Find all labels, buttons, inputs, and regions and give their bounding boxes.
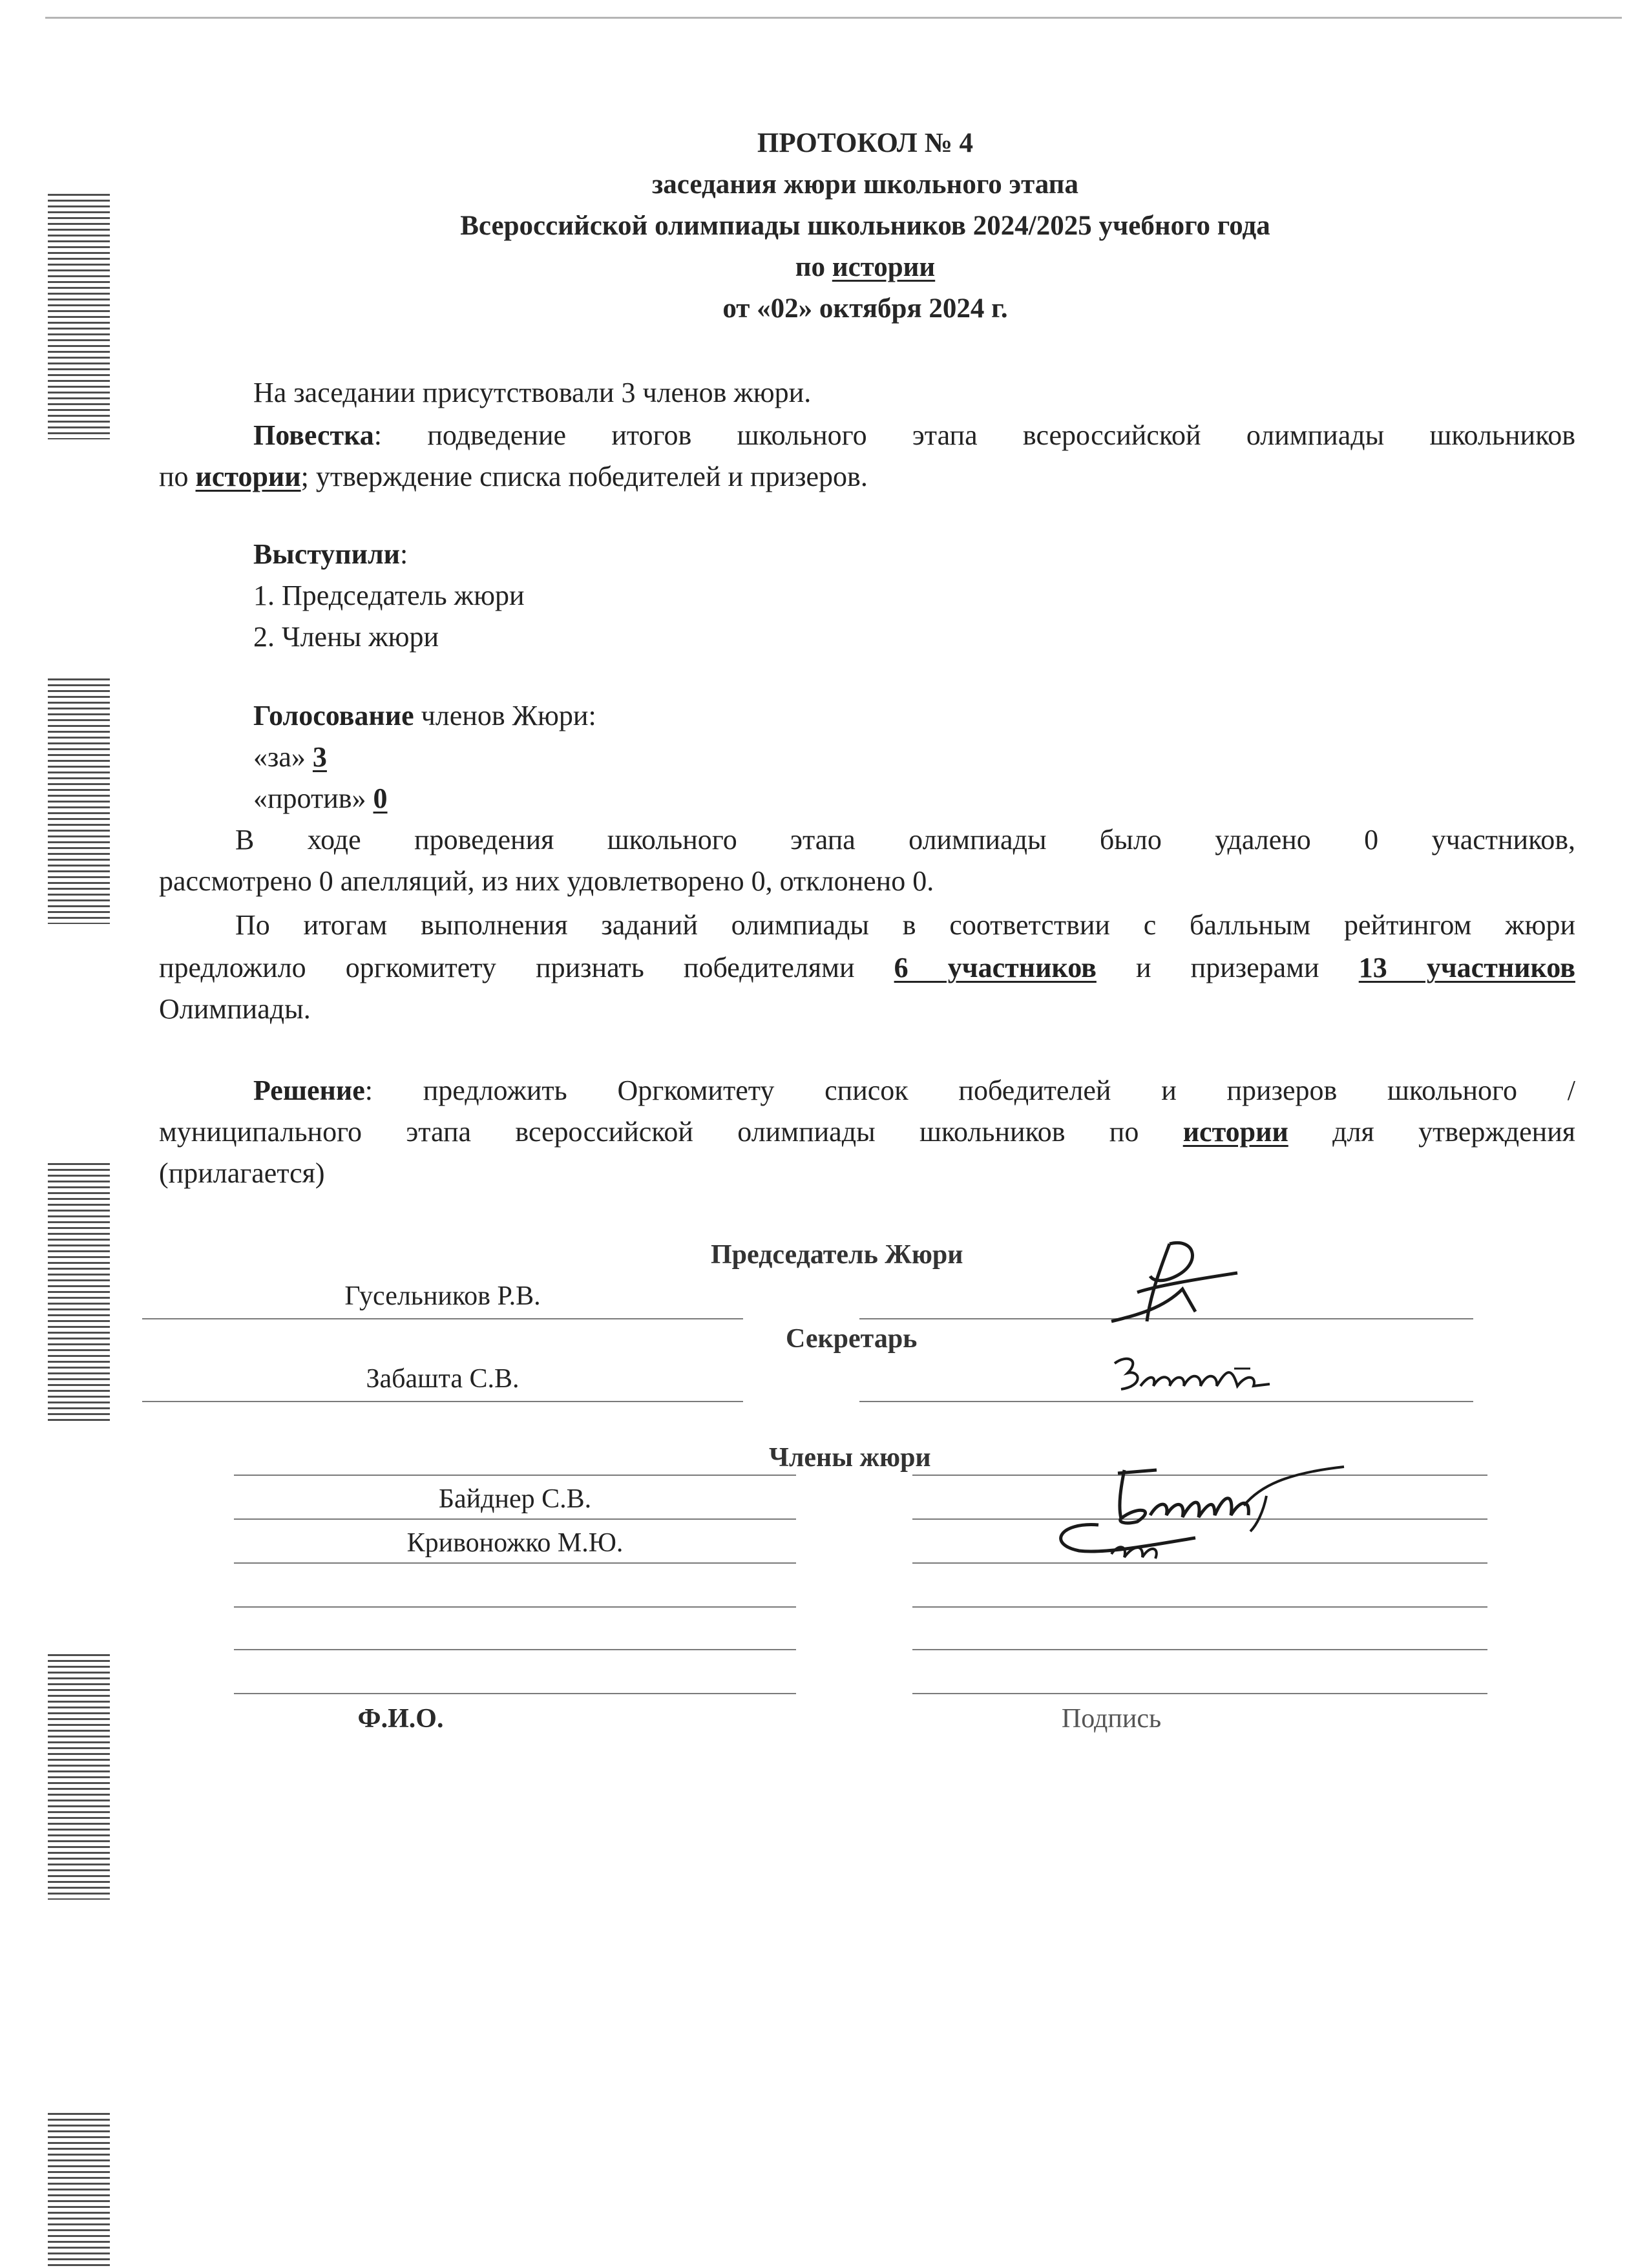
vote-against-line [253, 778, 388, 819]
members-name-line [234, 1649, 796, 1650]
members-name-line [234, 1693, 796, 1694]
secretary-signature [1111, 1350, 1279, 1402]
vote-for-count: 3 [312, 741, 327, 773]
chair-heading: Председатель Жюри [711, 1240, 963, 1270]
vote-against-label: «против» [253, 782, 373, 814]
results-text-b: и призерами [1096, 952, 1359, 983]
member-name: Кривоножко М.Ю. [406, 1528, 624, 1558]
header-subject: истории [832, 252, 936, 282]
results-line-2 [159, 947, 1575, 989]
chair-name-line [142, 1318, 743, 1319]
decision-line-3: (прилагается) [159, 1157, 325, 1189]
header-line-4 [0, 247, 1649, 288]
scan-edge-mark [48, 1163, 110, 1422]
members-signature-line [912, 1693, 1487, 1694]
header-subject-prefix: по [795, 252, 832, 282]
decision-text-a: муниципального этапа всероссийской олимпиады школьников по [159, 1116, 1183, 1148]
scan-edge-mark [48, 1654, 110, 1900]
prizewinners-count: 13 участников [1358, 952, 1575, 983]
vote-rest: членов Жюри: [414, 700, 596, 731]
results-line-3: Олимпиады. [159, 993, 311, 1025]
members-name-line [234, 1606, 796, 1608]
member-2-signature [1040, 1518, 1208, 1570]
speaker-item: 2. Члены жюри [253, 621, 439, 653]
agenda-line-1 [253, 415, 1575, 456]
results-text-a: предложило оргкомитету признать победителями [159, 952, 894, 983]
header-line-2: заседания жюри школьного этапа [652, 169, 1078, 200]
footer-signature-label: Подпись [1061, 1704, 1162, 1734]
protocol-date: от «02» октября 2024 г. [722, 293, 1008, 324]
header-line-3: Всероссийской олимпиады школьников 2024/2025 учебного года [460, 211, 1270, 241]
decision-line-1 [253, 1070, 1575, 1111]
vote-against-count: 0 [373, 782, 388, 814]
vote-for-line [253, 737, 327, 778]
secretary-name-line [142, 1401, 743, 1402]
results-line-1: По итогам выполнения заданий олимпиады в соответствии с балльным рейтингом жюри [235, 909, 1575, 941]
attendance-text: На заседании присутствовали 3 членов жюри. [253, 377, 812, 408]
members-heading: Члены жюри [769, 1443, 931, 1473]
speaker-item: 1. Председатель жюри [253, 580, 525, 611]
scan-edge-mark [48, 678, 110, 924]
agenda-label: Повестка [253, 419, 374, 451]
members-name-line [234, 1562, 796, 1564]
members-name-line [234, 1475, 796, 1476]
agenda-prefix: по [159, 461, 196, 492]
winners-count: 6 участников [894, 952, 1097, 983]
members-signature-line [912, 1649, 1487, 1650]
agenda-subject: истории [195, 461, 301, 492]
chair-name: Гусельников Р.В. [344, 1281, 541, 1311]
secretary-heading: Секретарь [786, 1324, 918, 1354]
decision-text-b: для утверждения [1288, 1116, 1575, 1148]
secretary-name: Забашта С.В. [366, 1364, 520, 1394]
agenda-rest: ; утверждение списка победителей и призеров. [300, 461, 868, 492]
speakers-label: Выступили [253, 538, 401, 570]
scan-edge-mark [48, 2113, 110, 2268]
vote-heading [253, 695, 596, 737]
vote-label: Голосование [253, 700, 414, 731]
speakers-heading: Выступили: [253, 538, 408, 570]
removed-line-1: В ходе проведения школьного этапа олимпиады было удалено 0 участников, [235, 824, 1575, 856]
footer-name-label: Ф.И.О. [357, 1704, 444, 1734]
agenda-line-2 [159, 456, 868, 498]
decision-subject: истории [1182, 1116, 1288, 1148]
removed-line-2: рассмотрено 0 апелляций, из них удовлетворено 0, отклонено 0. [159, 865, 934, 897]
vote-for-label: «за» [253, 741, 313, 773]
top-scan-rule [45, 17, 1622, 19]
decision-text: : предложить Оргкомитету список победителей и призеров школьного / [364, 1075, 1575, 1106]
protocol-title: ПРОТОКОЛ № 4 [757, 128, 974, 158]
agenda-text: : подведение итогов школьного этапа всероссийской олимпиады школьников [373, 419, 1575, 451]
document-header [0, 123, 1649, 330]
decision-label: Решение [253, 1075, 365, 1106]
chair-signature [1098, 1231, 1247, 1334]
member-name: Байднер С.В. [438, 1484, 592, 1514]
members-signature-line [912, 1606, 1487, 1608]
decision-line-2 [159, 1111, 1575, 1153]
members-name-line [234, 1518, 796, 1520]
